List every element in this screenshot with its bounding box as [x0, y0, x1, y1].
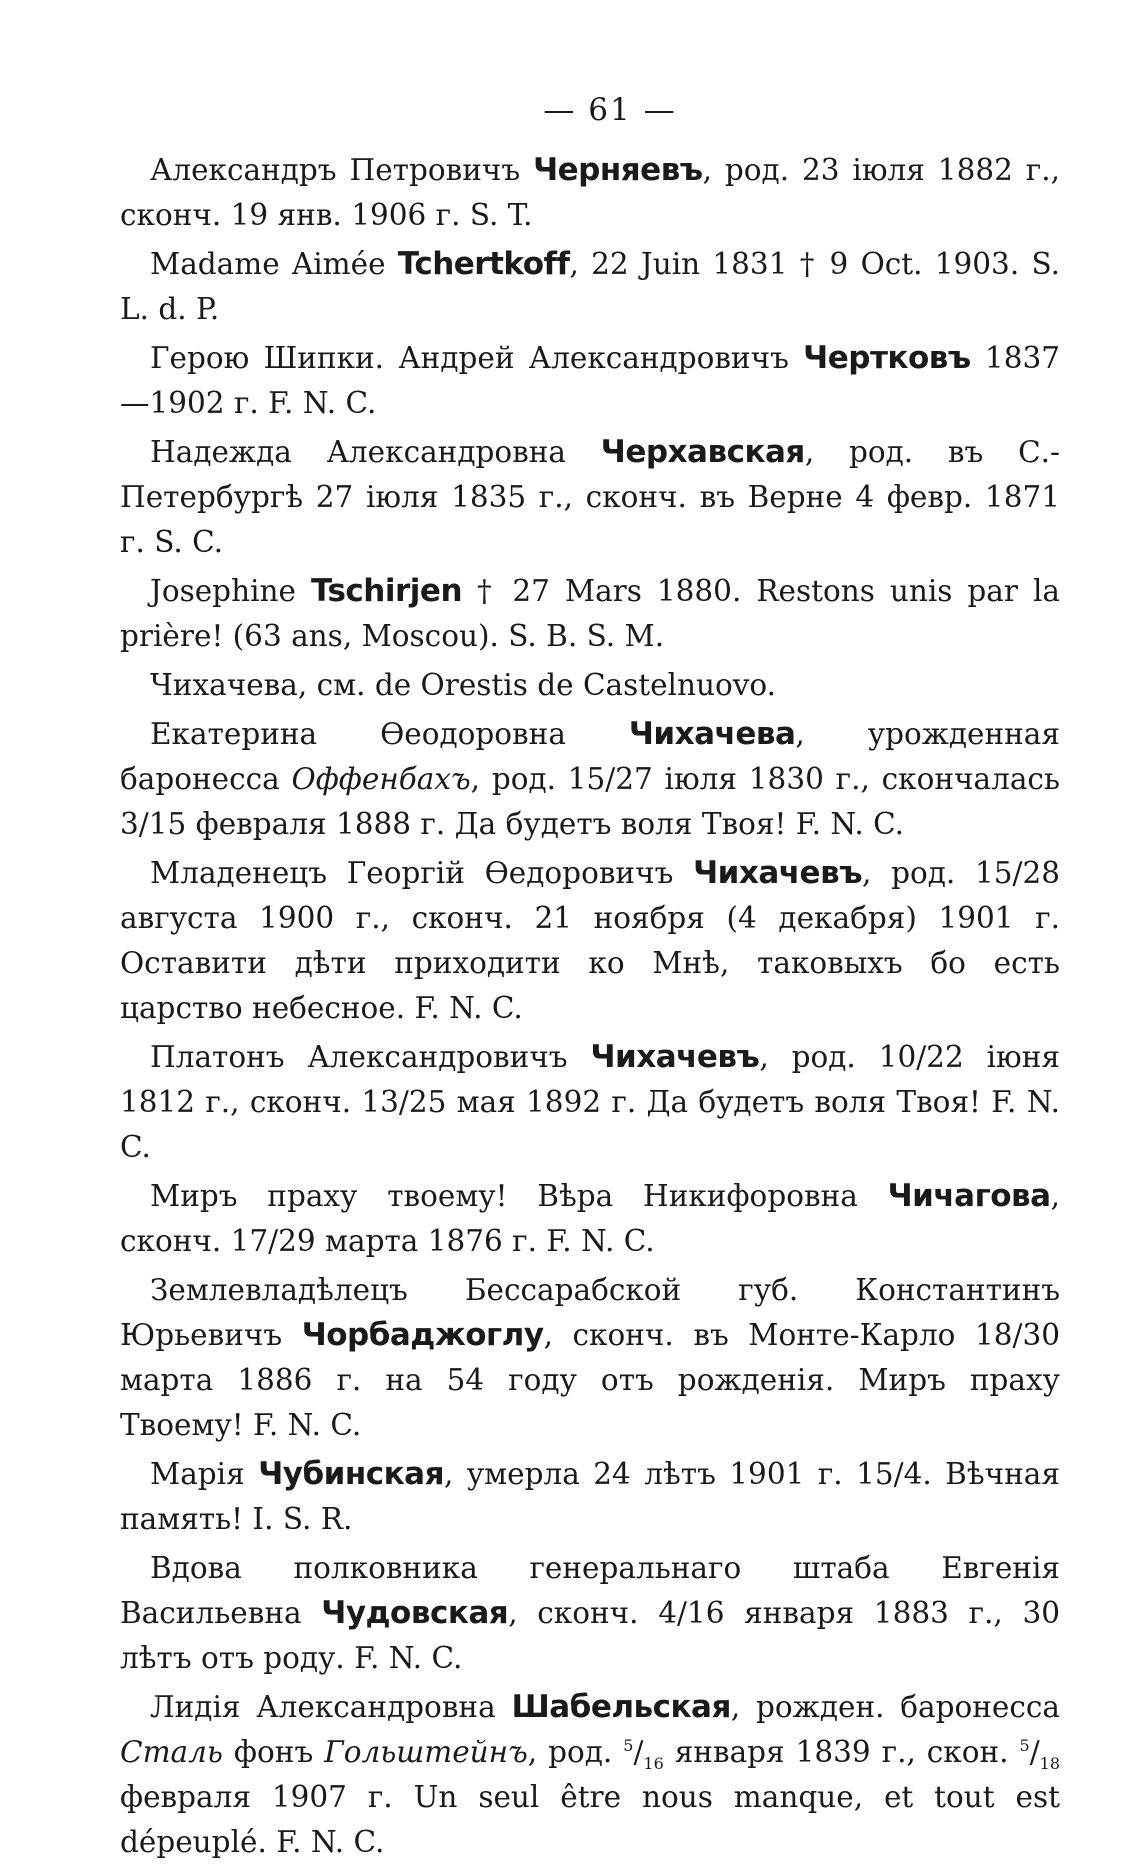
entry: Вдова полковника генеральнаго штаба Евгенія Васильевна Чудовская, сконч. 4/16 января 1883 г., 30 лѣтъ отъ роду. F. N. C. — [120, 1551, 1061, 1675]
italic-name: Сталь — [120, 1735, 223, 1769]
surname: Чихачевъ — [590, 1039, 760, 1075]
entry: Землевладѣлецъ Бессарабской губ. Константинъ Юрьевичъ Чорбаджоглу, сконч. въ Монте-Карло 18/30 марта 1886 г. на 54 году отъ рожденія. Миръ праху Твоему! F. N. C. — [120, 1273, 1061, 1442]
entry-cross-reference: Чихачева, см. de Orestis de Castelnuovo. — [150, 668, 777, 702]
entry: Александръ Петровичъ Черняевъ, род. 23 іюля 1882 г., сконч. 19 янв. 1906 г. S. T. — [120, 152, 1060, 232]
entry-list — [120, 148, 1060, 1865]
fraction: $^5/_{16}$ — [623, 1735, 664, 1773]
surname: Черняевъ — [533, 152, 703, 188]
entry: Надежда Александровна Черхавская, род. въ С.-Петербургѣ 27 іюля 1835 г., сконч. въ Верне 4 февр. 1871 г. S. C. — [120, 434, 1060, 559]
italic-name: Гольштейнъ — [324, 1735, 528, 1769]
surname: Чертковъ — [803, 340, 971, 376]
entry: Марія Чубинская, умерла 24 лѣтъ 1901 г. 15/4. Вѣчная память! I. S. R. — [120, 1456, 1060, 1536]
page-number: — 61 — — [543, 92, 677, 128]
entry: Платонъ Александровичъ Чихачевъ, род. 10/22 іюня 1812 г., сконч. 13/25 мая 1892 г. Да будетъ воля Твоя! F. N. C. — [120, 1039, 1060, 1164]
entry: Екатерина Өеодоровна Чихачева, урожденная баронесса Оффенбахъ, род. 15/27 іюля 1830 г., скончалась 3/15 февраля 1888 г. Да будетъ воля Твоя! F. N. C. — [120, 716, 1060, 841]
italic-name: Оффенбахъ — [291, 762, 471, 796]
surname: Чубинская — [258, 1456, 444, 1492]
entry: Лидія Александровна Шабельская, рожден. баронесса Сталь фонъ Гольштейнъ, род. $^5/_{16}$ января 1839 г., скон. $^5/_{18}$ февраля 1907 г. Un seul être nous manque, et tout est dépeuplé. F. N. C. — [120, 1689, 1060, 1859]
surname: Чихачева — [628, 716, 796, 752]
fraction: $^5/_{18}$ — [1019, 1735, 1060, 1773]
entry: Герою Шипки. Андрей Александровичъ Чертковъ 1837—1902 г. F. N. C. — [120, 340, 1061, 420]
surname: Черхавская — [600, 434, 805, 470]
entry: Madame Aimée Tchertkoff, 22 Juin 1831 † 9 Oct. 1903. S. L. d. P. — [120, 246, 1060, 326]
surname: Чудовская — [321, 1595, 509, 1631]
entry: Миръ праху твоему! Вѣра Никифоровна Чичагова, сконч. 17/29 марта 1876 г. F. N. C. — [120, 1178, 1060, 1258]
surname: Tchertkoff — [397, 246, 570, 282]
surname: Чорбаджоглу — [301, 1317, 544, 1353]
surname: Чичагова — [887, 1178, 1051, 1214]
surname: Шабельская — [511, 1689, 731, 1725]
surname: Чихачевъ — [693, 855, 862, 891]
entry: Josephine Tschirjen † 27 Mars 1880. Restons unis par la prière! (63 ans, Moscou). S. B. S. M. — [120, 573, 1060, 653]
entry: Младенецъ Георгій Өедоровичъ Чихачевъ, род. 15/28 августа 1900 г., сконч. 21 ноября (4 декабря) 1901 г. Оставити дѣти приходити ко Мнѣ, таковыхъ бо есть царство небесное. F. N. C. — [120, 855, 1060, 1025]
surname: Tschirjen — [310, 573, 463, 609]
